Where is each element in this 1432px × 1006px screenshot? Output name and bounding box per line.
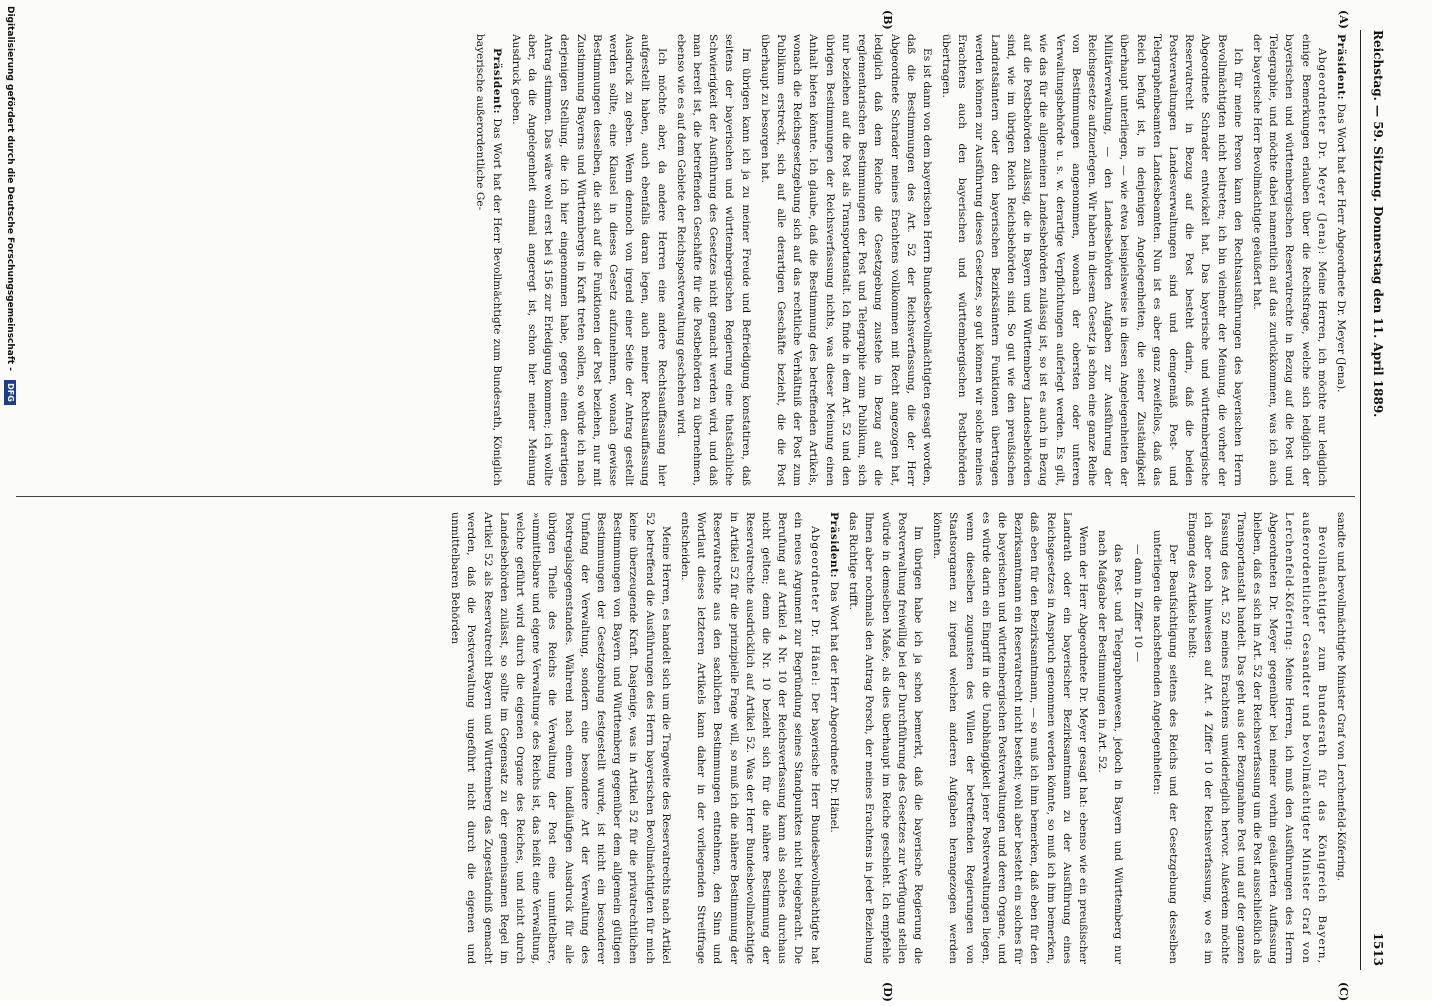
margin-marker-a: (A) [1337,10,1350,29]
paragraph-text: Der bayerische Herr Bundesbevollmächtigte hat ein neues Argument zur Begründung seines Standpunktes nicht beigebracht. Die Berufung auf Artikel 4 Nr. 10 der Reichsverfassung kann als solches durchaus nicht gelten; denn die Nr. 10 bezieht sich für die nähere Bestimmung der Reservatrechte ausdrücklich auf Artikel 52. Was der Herr Bundesbevollmächtigte in Artikel 52 für die prinzipielle Frage will, so muß ich die nähere Bestimmung der Reservatrechte aus den sachlichen Bestimmungen entnehmen, den Sinn und Wortlaut dieses letzteren Artikels kann daher in der vorliegenden Streitfrage entscheiden. [679,512,821,964]
paragraph: Wenn der Herr Abgeordnete Dr. Meyer gesagt hat: ebenso wie ein preußischer Landrath oder ein bayerischer Bezirksamtmann zu der Ausführung eines Reichsgesetzes in Anspruch genommen werden könnte, so muß ich ihm bemerken, daß eben für den Bezirksamtmann, — so muß ich ihm bemerken, daß eben für den Bezirksamtmann ein Reservatrecht nicht besteht; wohl aber besteht ein solches für die bayerischen und württembergischen Postverwaltungen und deren Organe, und es würde darin ein Eingriff in die Unabhängigkeit jener Postverwaltungen liegen, wenn dieselben zugunsten des Willen der betreffenden Regierungen von Staatsorganen zu irgend welchen anderen Aufgaben herangezogen werden könnten. [931,512,1089,964]
paragraph [1333,34,1349,486]
speaker-label: Präsident: [490,48,503,115]
digitization-footer [0,0,20,1006]
speaker-name: Abgeordneter Dr. Hänel: [808,526,821,687]
paragraph: Im übrigen kann ich ja zu meiner Freude und Befriedigung konstatiren, daß seitens der bayerischen und württembergischen Regierung eine thatsächliche Schwierigkeit der Ausführung des Gesetzes nicht gemacht werden wird, und daß man bereit ist, die betreffenden Geschäfte für die Postbehörden zu übernehmen, ebenso wie es auf dem Gebiete der Reichspostverwaltung geschehen wird. [674,34,752,486]
paragraph-text: Meine Herren, ich muß den Ausführungen des Herrn Abgeordneten Dr. Meyer gegenüber bei meiner vorhin geäußerten Auffassung bleiben, daß es sich im Art. 52 der Reichsverfassung um die Post ausschließlich als Transportanstalt handelt. Das geht aus der Bezugnahme Post und auf der ganzen Fassung des Art. 52 meines Erachtens unwiderleglich hervor. Außerdem möchte ich aber noch hinweisen auf Art. 4 Ziffer 10 der Reichsverfassung, wo es im Eingang des Artikels heißt: [1186,512,1296,964]
paragraph-text: Das Wort hat der Herr Abgeordnete Dr. Hänel. [827,581,840,833]
right-column [20,512,1349,964]
header-rule [1360,30,1361,970]
speaker-label: Präsident: [827,512,840,579]
quotation: das Post- und Telegraphenwesen, jedoch in Bayern und Württemberg nur nach Maßgabe der Bestimmungen in Art. 52. [1096,530,1125,964]
quotation: — dann in Ziffer 10 — [1131,544,1144,663]
speaker-name: Abgeordneter Dr. Meyer (Jena): [1315,48,1328,256]
paragraph [826,512,842,964]
paragraph: Ich möchte aber, da andere Herren eine andere Rechtsauffassung hier aufgestellt haben, auch ebenfalls daran legen, auch meiner Rechtsauffassung Ausdruck zu geben. Wenn dennoch von irgend einer Seite der Antrag gestellt werden sollte, eine Klausel in dieses Gesetz aufzunehmen, wonach gewisse Bestimmungen desselben, die sich auf die Funktionen der Post beziehen, nur mit Zustimmung Bayerns und Württembergs in Kraft treten sollen, so würde ich nach derjenigen Stellung, die ich hier eingenommen habe, gegen einen derartigen Antrag stimmen. Das wäre wohl erst bei § 156 zur Erledigung kommen; ich wollte aber, da die Angelegenheit einmal angeregt ist, schon hier meiner Meinung Ausdruck geben. [509,34,668,486]
footer-text: Digitalisierung gefördert durch die Deutsche Forschungsgemeinschaft - [5,6,15,371]
paragraph-text: Das Wort hat der Herr Abgeordnete Dr. Meyer (Jena). [1335,103,1347,393]
paragraph [472,34,504,486]
paragraph [677,512,823,964]
margin-marker-b: (B) [881,10,894,30]
paragraph [1184,512,1330,964]
dfg-logo: DFG [4,380,16,405]
speaker-name: Bevollmächtigter zum Bundesrath für das Königreich Bayern, außerordentlicher Gesandter und bevollmächtigter Minister Graf von Lerchenfeld-Köfering: [1283,512,1328,964]
quotation: Der Beaufsichtigung seitens des Reichs und der Gesetzgebung desselben unterliegen die nachstehenden Angelegenheiten: [1150,530,1179,964]
margin-marker-c: (C) [1337,982,1350,1002]
paragraph: Es ist dann von dem bayerischen Herrn Bundesbevollmächtigten gesagt worden, daß die Bestimmungen des Art. 52 der Reichsverfassung, die der Herr Abgeordnete Schrader meines Erachtens vollkommen mit Recht angezogen hat, lediglich daß dem Reiche die Gesetzgebung zustehe in Bezug auf die reglementarischen Bestimmungen der Post und Telegraphie zum Publikum, sich nur beziehen auf die Post als Transportanstalt. Ich finde in dem Art. 52 und den übrigen Bestimmungen der Reichsverfassung nichts, was dieser Meinung einen Anhalt bieten könnte. Ich glaube, daß die Bestimmung des betreffenden Artikels, wonach die Reichsgesetzgebung sich auf das rechtliche Verhältniß der Post zum Publikum erstreckt, sich auf alle derartigen Geschäfte bezieht, die die Post überhaupt zu besorgen hat. [758,34,933,486]
header-citation: Reichstag. — 59. Sitzung. Donnerstag den 11. April 1889. [1371,30,1385,418]
paragraph-text: Das Wort hat der Herr Bevollmächtigte zum Bundesrath, Königlich bayerische außerordentliche Ge- [474,34,503,486]
paragraph [1249,34,1330,486]
paragraph: Ich für meine Person kann den Rechtsausführungen des bayerischen Herrn Bevollmächtigten nicht beitreten; ich bin vielmehr der Meinung, die vorher der Abgeordnete Schrader entwickelt hat. Das bayerische und württembergische Reservatrecht in Bezug auf die Post besteht darin, daß die beiden Postverwaltungen Landesverwaltungen sind und demgemäß Post- und Telegraphenbeamten Landesbeamten. Nun ist es aber ganz zweifellos, daß das Reich befugt ist, in denjenigen Angelegenheiten, die seiner Zuständigkeit überhaupt unterliegen, — wie etwa beispielsweise in diesen Angelegenheiten der Militärverwaltung, — den Landesbehörden Aufgaben zur Ausführung der Reichsgesetze aufzuerlegen. Wir haben in diesem Gesetz ja schon eine ganze Reihe von Bestimmungen angenommen, wonach der obersten oder unteren Verwaltungsbehörde u. s. w. derartige Verpflichtungen auferlegt werden. Es gilt, wie das für die allgemeinen Landesbehörden zulässig ist, so ist es auch in Bezug auf die Postbehörden zulässig, die in Bayern und Württemberg Landesbehörden sind, wie im übrigen Reich Reichsbehörden sind. So gut wie den preußischen Landratsämtern oder den bayerischen Bezirksämtern Funktionen übertragen werden können zur Ausführung dieses Gesetzes, so gut können wir solche meines Erachtens auch den bayerischen und württembergischen Postbehörden übertragen. [940,34,1244,486]
left-column [20,34,1349,486]
page-header [1363,30,1391,970]
margin-marker-d: (D) [881,982,894,1002]
page-number: 1513 [1371,932,1385,966]
paragraph: Meine Herren, es handelt sich um die Tragweite des Reservatrechts nach Artikel 52 betreffend die Ausführungen des Herrn bayerischen Bevollmächtigten für mich keine überzeugende Kraft. Dasjenige, was in Artikel 52 für die privatrechtlichen Bestimmungen von Bayern und Württemberg gegenüber dem allgemein gültigen Bestimmungen der Gesetzgebung festgestellt wurde, ist nicht ein besonderer Umfang der Verwaltung, sondern eine besondere Art der Verwaltung des Postregalsgegenstandes. Während nach einem landläufigen Ausdruck für alle übrigen Theile des Reichs die Verwaltung der Post eine unmittelbare, »unmittelbare und eigene Verwaltung« des Reichs ist, das heißt eine Verwaltung, welche geführt wird durch die eigenen Organe des Reiches, und nicht durch Landesbehörden zulässt, so sollte im Gegensatz zu der gemeinsamen Regel im Artikel 52 als Reservatrecht Bayern und Württemberg das Zugeständniß gemacht werden, daß die Postverwaltung ungeführt nicht durch die eigenen und unmittelbaren Behörden [449,512,672,964]
paragraph-text: Meine Herren, ich möchte nur lediglich einige Bemerkungen erlauben über die Rechtsfrage, welche sich lediglich der bayerischen und württembergischen Reservatrechte in Bezug auf die Post und Telegraphie, und möchte dabei namentlich auf das zurückkommen, was ich auch der bayerische Herr Bevollmächtigte geäußert hat. [1250,34,1328,486]
paragraph: Im übrigen habe ich ja schon bemerkt, daß die bayerische Regierung die Postverwaltung freiwillig bei der Durchführung des Gesetzes zur Verfügung stellen würde in demselben Maße, als dies überhaupt im Reiche geschieht. Ich empfehle Ihnen aber nochmals den Antrag Porsch, der meines Erachtens in jeder Beziehung das Richtige trifft. [847,512,924,964]
speaker-label: Präsident: [1335,34,1347,101]
column-divider [16,496,1355,497]
paragraph: sandte und bevollmächtigte Minister Graf von Lerchenfeld-Köfering. [1335,512,1347,881]
